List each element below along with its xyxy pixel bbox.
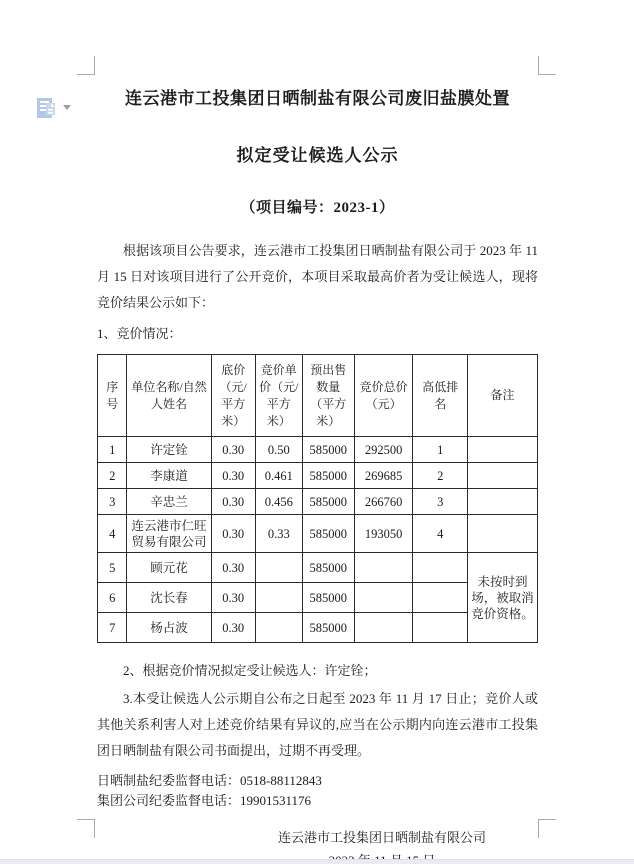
cell-total-price: 292500 xyxy=(354,437,413,463)
cell-name: 顾元花 xyxy=(127,553,211,583)
cell-name: 辛忠兰 xyxy=(127,489,211,515)
cell-bid-unit-price: 0.456 xyxy=(255,489,302,515)
cell-quantity: 585000 xyxy=(302,463,354,489)
project-number: （项目编号：2023-1） xyxy=(240,200,395,216)
cell-rank: 4 xyxy=(413,515,468,553)
cell-bid-unit-price: 0.33 xyxy=(255,515,302,553)
cell-name: 杨占波 xyxy=(127,613,211,643)
paste-options-icon xyxy=(36,97,56,119)
cell-name: 李康道 xyxy=(127,463,211,489)
cell-rank: 1 xyxy=(413,437,468,463)
cell-quantity: 585000 xyxy=(302,553,354,583)
cell-base-price: 0.30 xyxy=(211,463,255,489)
table-row xyxy=(98,489,538,515)
cell-base-price: 0.30 xyxy=(211,583,255,613)
chevron-down-icon[interactable] xyxy=(63,105,71,110)
cell-seq: 4 xyxy=(98,515,127,553)
doc-title: 连云港市工投集团日晒制盐有限公司废旧盐膜处置 xyxy=(125,89,510,108)
cell-total-price xyxy=(354,583,413,613)
header-cell-seq: 序号 xyxy=(98,355,127,437)
cell-bid-unit-price: 0.50 xyxy=(255,437,302,463)
margin-mark-top-right xyxy=(538,56,556,75)
header-cell-remark: 备注 xyxy=(467,355,537,437)
cell-seq: 5 xyxy=(98,553,127,583)
supervision-phones xyxy=(97,771,538,811)
header-cell-total-price: 竞价总价（元） xyxy=(354,355,413,437)
cell-quantity: 585000 xyxy=(302,583,354,613)
cell-total-price: 193050 xyxy=(354,515,413,553)
cell-total-price: 269685 xyxy=(354,463,413,489)
cell-seq: 3 xyxy=(98,489,127,515)
cell-name: 许定铨 xyxy=(127,437,211,463)
table-row xyxy=(98,463,538,489)
cell-seq: 2 xyxy=(98,463,127,489)
cell-quantity: 585000 xyxy=(302,613,354,643)
cell-bid-unit-price: 0.461 xyxy=(255,463,302,489)
cell-quantity: 585000 xyxy=(302,515,354,553)
header-cell-base-price: 底价（元/平方米） xyxy=(211,355,255,437)
header-cell-rank: 高低排名 xyxy=(413,355,468,437)
cell-seq: 6 xyxy=(98,583,127,613)
phone-line-2: 集团公司纪委监督电话：19901531176 xyxy=(97,793,312,808)
cell-bid-unit-price xyxy=(255,613,302,643)
objection-paragraph: 3.本受让候选人公示期自公布之日起至 2023 年 11 月 17 日止；竞价人或其他关系利害人对上述竞价结果有异议的,应当在公示期内向连云港市工投集团日晒制盐有限公司书面提出，过期不再受理。 xyxy=(97,691,538,758)
cell-total-price xyxy=(354,613,413,643)
margin-mark-bottom-left xyxy=(77,819,95,838)
cell-rank: 2 xyxy=(413,463,468,489)
cell-rank xyxy=(413,553,468,583)
signature-company: 连云港市工投集团日晒制盐有限公司 xyxy=(277,830,486,845)
cell-bid-unit-price xyxy=(255,583,302,613)
cell-quantity: 585000 xyxy=(302,437,354,463)
table-row xyxy=(98,437,538,463)
header-cell-quantity: 预出售数量（平方米） xyxy=(302,355,354,437)
candidate-paragraph: 2、根据竞价情况拟定受让候选人：许定铨； xyxy=(123,663,377,678)
phone-line-1: 日晒制盐纪委监督电话：0518-88112843 xyxy=(97,773,322,788)
cell-base-price: 0.30 xyxy=(211,437,255,463)
cell-bid-unit-price xyxy=(255,553,302,583)
intro-paragraph: 根据该项目公告要求，连云港市工投集团日晒制盐有限公司于 2023 年 11 月 15 日对该项目进行了公开竞价，本项目采取最高价者为受让候选人，现将竞价结果公示如下： xyxy=(97,243,538,310)
cell-quantity: 585000 xyxy=(302,489,354,515)
window-bottom-strip xyxy=(0,859,634,864)
cell-seq: 7 xyxy=(98,613,127,643)
header-cell-name: 单位名称/自然人姓名 xyxy=(127,355,211,437)
table-header-row xyxy=(98,355,538,437)
paste-options-button[interactable] xyxy=(36,97,78,123)
cell-rank xyxy=(413,613,468,643)
cell-name: 连云港市仁旺贸易有限公司 xyxy=(127,515,211,553)
cell-remark xyxy=(467,437,537,463)
doc-subtitle: 拟定受让候选人公示 xyxy=(236,146,399,165)
cell-base-price: 0.30 xyxy=(211,613,255,643)
cell-remark xyxy=(467,515,537,553)
margin-mark-top-left xyxy=(77,56,95,75)
cell-seq: 1 xyxy=(98,437,127,463)
cell-rank xyxy=(413,583,468,613)
cell-rank: 3 xyxy=(413,489,468,515)
cell-remark xyxy=(467,489,537,515)
table-row xyxy=(98,515,538,553)
merged-remark-cell: 未按时到场，被取消竞价资格。 xyxy=(467,553,537,643)
cell-base-price: 0.30 xyxy=(211,489,255,515)
document-content xyxy=(97,88,538,864)
cell-name: 沈长春 xyxy=(127,583,211,613)
margin-mark-bottom-right xyxy=(538,819,556,838)
section-1-label: 1、竞价情况： xyxy=(97,326,182,341)
bid-results-table xyxy=(97,354,538,643)
cell-total-price: 266760 xyxy=(354,489,413,515)
cell-base-price: 0.30 xyxy=(211,553,255,583)
header-cell-bid-unit-price: 竞价单价（元/平方米） xyxy=(255,355,302,437)
table-row xyxy=(98,553,538,583)
cell-total-price xyxy=(354,553,413,583)
cell-base-price: 0.30 xyxy=(211,515,255,553)
cell-remark xyxy=(467,463,537,489)
